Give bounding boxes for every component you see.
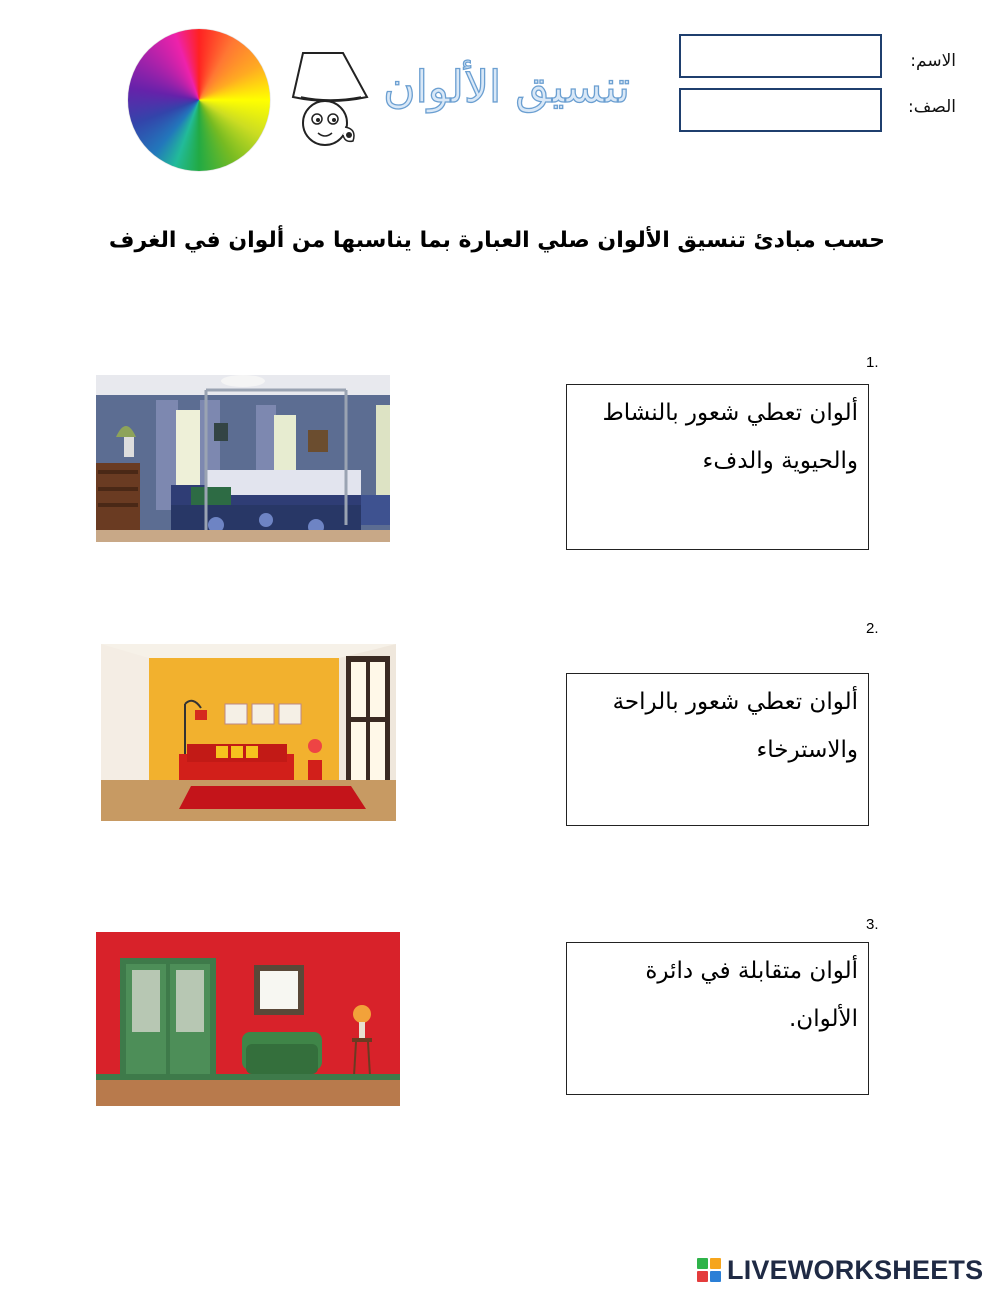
red-room-image[interactable] (96, 932, 400, 1106)
answer-box-2-line1: ألوان تعطي شعور بالراحة (612, 689, 858, 715)
blue-bedroom-image[interactable] (96, 375, 390, 542)
name-label: الاسم: (910, 51, 956, 71)
color-wheel-icon (128, 29, 270, 171)
answer-box-1-line2: والحيوية والدفء (702, 448, 858, 474)
liveworksheets-logo-text: LIVEWORKSHEETS (727, 1254, 984, 1285)
yellow-livingroom-image[interactable] (101, 644, 396, 821)
question-number-3: 3. (866, 916, 879, 933)
liveworksheets-logo[interactable] (697, 1254, 983, 1286)
liveworksheets-logo-icon (697, 1258, 721, 1282)
answer-box-3[interactable] (566, 942, 869, 1095)
answer-box-1[interactable] (566, 384, 869, 550)
instruction-text: حسب مبادئ تنسيق الألوان صلي العبارة بما يناسبها من ألوان في الغرف (108, 228, 885, 253)
worksheet-title: تنسيق الألوان (383, 62, 630, 113)
answer-box-3-line2: الألوان. (789, 1006, 858, 1032)
name-input[interactable] (679, 34, 882, 78)
answer-box-1-line1: ألوان تعطي شعور بالنشاط (602, 400, 858, 426)
answer-box-2[interactable] (566, 673, 869, 826)
class-input[interactable] (679, 88, 882, 132)
question-number-1: 1. (866, 354, 879, 371)
question-number-2: 2. (866, 620, 879, 637)
lamp-boy-mascot-icon (285, 45, 375, 155)
class-label: الصف: (908, 97, 956, 117)
answer-box-2-line2: والاسترخاء (756, 737, 858, 763)
answer-box-3-line1: ألوان متقابلة في دائرة (645, 958, 858, 984)
